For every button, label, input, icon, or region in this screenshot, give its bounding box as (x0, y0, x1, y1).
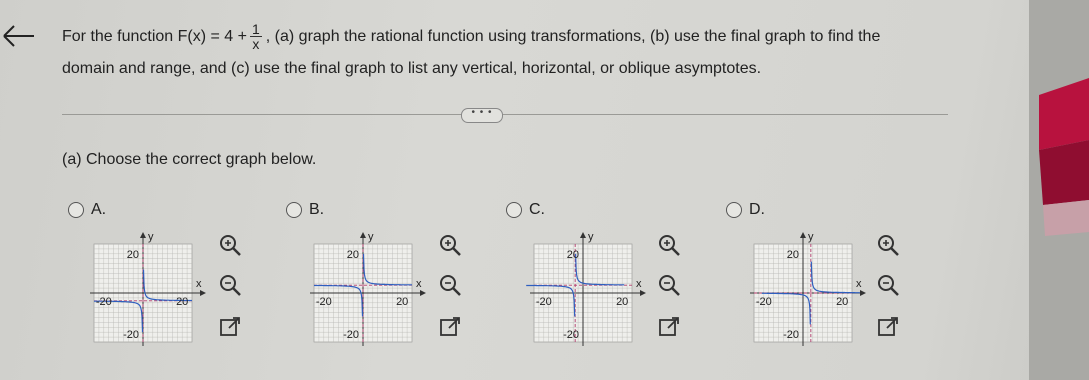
back-arrow-icon[interactable] (2, 24, 36, 48)
tick-label-y-neg: -20 (563, 329, 579, 342)
tick-label-y-pos: 20 (346, 248, 359, 261)
tick-label-x-neg: -20 (315, 296, 332, 308)
x-axis-label: x (196, 278, 202, 290)
zoom-out-icon[interactable] (875, 272, 901, 298)
graph-c (520, 226, 650, 356)
x-arrow (640, 290, 646, 296)
radio-b[interactable] (286, 202, 302, 218)
zoom-in-icon[interactable] (437, 232, 463, 258)
more-button[interactable]: • • • (461, 108, 503, 123)
open-external-icon[interactable] (437, 314, 463, 340)
open-external-icon[interactable] (875, 314, 901, 340)
graph-d (740, 226, 870, 356)
radio-d[interactable] (726, 202, 742, 218)
zoom-out-icon[interactable] (437, 272, 463, 298)
graph-b (300, 226, 430, 356)
zoom-in-icon[interactable] (656, 232, 682, 258)
x-arrow (200, 290, 206, 296)
tick-label-y-pos: 20 (126, 248, 139, 261)
tick-label-x-neg: -20 (755, 296, 772, 308)
x-axis-label: x (856, 278, 862, 290)
tick-label-y-neg: -20 (343, 329, 359, 342)
x-arrow (860, 290, 866, 296)
option-c[interactable] (506, 201, 545, 219)
divider (62, 114, 948, 115)
option-a-label: A. (91, 201, 107, 218)
radio-a[interactable] (68, 202, 84, 218)
y-axis-label: y (808, 231, 814, 243)
x-arrow (420, 290, 426, 296)
fraction-numerator: 1 (251, 21, 260, 37)
y-axis-label: y (368, 231, 374, 243)
y-axis-label: y (588, 231, 594, 243)
open-external-icon[interactable] (656, 314, 682, 340)
y-arrow (140, 232, 146, 238)
zoom-in-icon[interactable] (875, 232, 901, 258)
tick-label-x-pos: 20 (396, 296, 409, 308)
y-arrow (800, 232, 806, 238)
question-rest: , (a) graph the rational function using transformations, (b) use the final graph to find the (265, 27, 881, 45)
tick-label-x-pos: 20 (176, 296, 189, 308)
open-external-icon[interactable] (217, 314, 243, 340)
tick-label-x-pos: 20 (616, 296, 629, 308)
background-edge (999, 0, 1089, 380)
zoom-out-icon[interactable] (656, 272, 682, 298)
tick-label-y-pos: 20 (786, 248, 799, 261)
function-lhs: F(x) = 4 + (177, 27, 247, 45)
tick-label-y-pos: 20 (566, 248, 579, 261)
y-arrow (580, 232, 586, 238)
option-b[interactable] (286, 201, 324, 219)
option-d[interactable] (726, 201, 765, 219)
zoom-in-icon[interactable] (217, 232, 243, 258)
fraction-denominator: x (252, 36, 260, 52)
tick-label-y-neg: -20 (783, 329, 799, 342)
question-lead: For the function (62, 27, 174, 45)
question-line-1 (62, 22, 880, 51)
fraction (250, 22, 262, 51)
zoom-out-icon[interactable] (217, 272, 243, 298)
tick-label-x-pos: 20 (836, 296, 849, 308)
tick-label-y-neg: -20 (123, 329, 139, 342)
graph-a (80, 226, 210, 356)
radio-c[interactable] (506, 202, 522, 218)
option-d-label: D. (749, 201, 765, 218)
option-a[interactable] (68, 201, 106, 219)
question-line-2: domain and range, and (c) use the final graph to list any vertical, horizontal, or oblique asymptotes. (62, 60, 762, 77)
y-arrow (360, 232, 366, 238)
y-axis-label: y (148, 231, 154, 243)
x-axis-label: x (416, 278, 422, 290)
part-a-prompt: (a) Choose the correct graph below. (62, 151, 317, 168)
option-c-label: C. (529, 201, 545, 218)
tick-label-x-neg: -20 (535, 296, 552, 308)
tick-label-x-neg: -20 (95, 296, 112, 308)
option-b-label: B. (309, 201, 325, 218)
x-axis-label: x (636, 278, 642, 290)
